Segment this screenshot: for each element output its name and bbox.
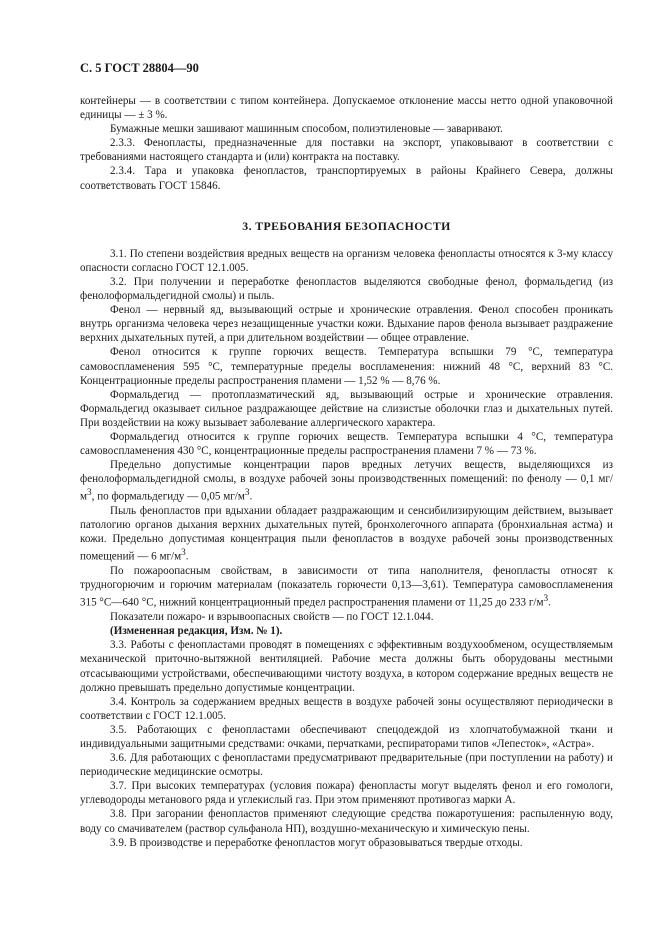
paragraph: 3.6. Для работающих с фенопластами предусматривают предварительные (при поступлении на работу) и периодические медицинские осмотры. <box>80 752 613 779</box>
paragraph: 2.3.3. Фенопласты, предназначенные для поставки на экспорт, упаковывают в соответствии с требованиями настоящего стандарта и (или) контракта на поставку. <box>80 137 613 164</box>
paragraph: контейнеры — в соответствии с типом контейнера. Допускаемое отклонение массы нетто одной упаковочной единицы — ± 3 %. <box>80 95 613 122</box>
paragraph: 3.4. Контроль за содержанием вредных веществ в воздухе рабочей зоны осуществляют периодически в соответствии с ГОСТ 12.1.005. <box>80 695 613 722</box>
paragraph: 3.8. При загорании фенопластов применяют следующие средства пожаротушения: распыленную воду, воду со смачивателем (раствор сульфанола НП), воздушно-механическую и химическую пены. <box>80 808 613 835</box>
paragraph: Формальдегид — протоплазматический яд, вызывающий острые и хронические отравления. Формальдегид оказывает сильное раздражающее действие на слизистые оболочки глаз и дыхательных путей. При воздействии на кожу вызывает заболевание аллергического характера. <box>80 388 613 429</box>
paragraph: Бумажные мешки зашивают машинным способом, полиэтиленовые — заваривают. <box>110 123 503 136</box>
paragraph: 2.3.4. Тара и упаковка фенопластов, транспортируемых в районы Крайнего Севера, должны соответствовать ГОСТ 15846. <box>80 165 613 192</box>
pdk-text-a: Предельно допустимые концентрации паров вредных летучих веществ, выделяющихся из фенолоформальдегидной смолы, в воздухе рабочей зоны производственных помещений: по фенолу — 0,1 мг/м <box>80 459 613 504</box>
paragraph-fire <box>80 564 613 610</box>
period: . <box>548 597 551 610</box>
paragraph: Формальдегид относится к группе горючих веществ. Температура вспышки 4 °С, температура самовоспламенения 430 °С, концентрационные пределы распространения пламени 7 % — 73 %. <box>80 430 613 458</box>
fire-text: По пожароопасным свойствам, в зависимости от типа наполнителя, фенопласты относят к трудногорючим и горючим материалам (показатель горючести 0,13—3,61). Температура самовоспламенения 315 °С—640 °С, нижний концентрационный предел распространения пламени от 11,25 до 233 г/м <box>80 565 613 610</box>
paragraph: 3.3. Работы с фенопластами проводят в помещениях с эффективным воздухообменом, осуществляемым механической приточно-вытяжной вентиляцией. Рабочие места должны быть оборудованы местными отсасывающими устройствами, обеспечивающими чистоту воздуха, в котором содержание вредных веществ не должно превышать предельно допустимые концентрации. <box>80 639 613 694</box>
paragraph: 3.2. При получении и переработке фенопластов выделяются свободные фенол, формальдегид (из фенолоформальдегидной смолы) и пыль. <box>80 275 613 303</box>
paragraph: 3.5. Работающих с фенопластами обеспечивают спецодеждой из хлопчатобумажной ткани и индивидуальными защитными средствами: очками, перчатками, респираторами типов «Лепесток», «Астра». <box>80 723 613 750</box>
paragraph: Фенол относится к группе горючих веществ. Температура вспышки 79 °С, температура самовоспламенения 595 °С, температурные пределы воспламенения: нижний 48 °С, верхний 83 °С. Концентрационные пределы распространения пламени — 1,52 % — 8,76 %. <box>80 346 613 387</box>
superscript: 3 <box>543 594 549 605</box>
paragraph: 3.9. В производстве и переработке фенопластов могут образовываться твердые отходы. <box>110 836 523 849</box>
superscript: 3 <box>244 488 250 499</box>
superscript: 3 <box>181 548 186 559</box>
paragraph: Фенол — нервный яд, вызывающий острые и хронические отравления. Фенол способен проникать внутрь организма человека через незащищенные участки кожи. Вдыхание паров фенола вызывает раздражение верхних дыхательных путей, а при длительном воздействии — общее отравление. <box>80 304 613 345</box>
superscript: 3 <box>87 488 92 499</box>
paragraph: 3.7. При высоких температурах (условия пожара) фенопласты могут выделять фенол и его гомологи, углеводороды метанового ряда и углекислый газ. При этом применяют противогаз марки А. <box>80 780 613 807</box>
paragraph-dust <box>80 504 613 564</box>
paragraph: Показатели пожаро- и взрывоопасных свойств — по ГОСТ 12.1.044. <box>110 611 434 624</box>
paragraph: 3.1. По степени воздействия вредных веществ на организм человека фенопласты относятся к 3-му классу опасности согласно ГОСТ 12.1.005. <box>80 247 613 274</box>
amendment-note: (Измененная редакция, Изм. № 1). <box>110 625 283 638</box>
paragraph-pdk <box>80 458 613 504</box>
period: . <box>185 551 189 564</box>
page-header: С. 5 ГОСТ 28804—90 <box>80 61 199 75</box>
section-title: 3. ТРЕБОВАНИЯ БЕЗОПАСНОСТИ <box>242 218 451 233</box>
dust-text: Пыль фенопластов при вдыхании обладает раздражающим и сенсибилизирующим действием, вызывает патологию органов дыхания верхних дыхательных путей, бронхолегочного аппарата (бронхиальная астма) и кожи. Предельно допустимая концентрация пыли фенопластов в воздухе рабочей зоны производственных помещений — 6 мг/м <box>80 505 613 564</box>
pdk-text-b: , по формальдегиду — 0,05 мг/м <box>91 491 245 504</box>
period: . <box>249 491 253 504</box>
